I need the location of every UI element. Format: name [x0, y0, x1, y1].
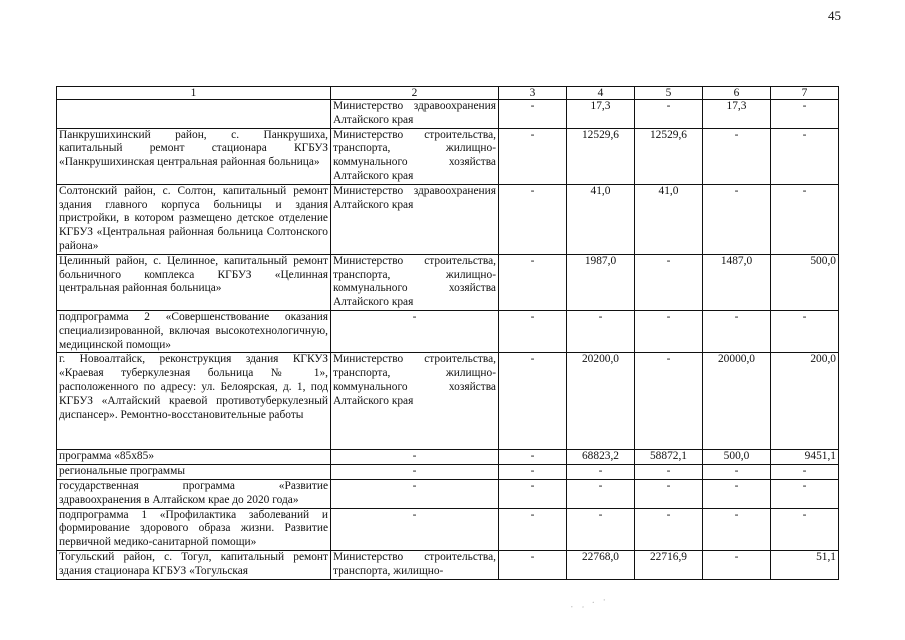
table-row: [57, 128, 839, 184]
cell-col2: Министерство здравоохранения Алтайского края: [331, 184, 499, 254]
cell-col5: -: [635, 353, 703, 450]
cell-col6: 20000,0: [703, 353, 771, 450]
cell-col2: Министерство строительства, транспорта, жилищно-: [331, 550, 499, 579]
cell-col4: -: [567, 310, 635, 352]
cell-col5: -: [635, 508, 703, 550]
cell-col3: -: [499, 508, 567, 550]
cell-col2: -: [331, 508, 499, 550]
cell-col1: [57, 100, 331, 129]
cell-col3: -: [499, 479, 567, 508]
cell-col6: -: [703, 550, 771, 579]
header-cell: 4: [567, 87, 635, 100]
cell-col1: г. Новоалтайск, реконструкция здания КГКУЗ «Краевая туберкулезная больница № 1», расположенного по адресу: ул. Белоярская, д. 1, под КГБУЗ «Алтайский краевой противотуберкулезный диспансер». Ремонтно-восстановительные работы: [57, 353, 331, 450]
cell-col5: 41,0: [635, 184, 703, 254]
table-row: [57, 310, 839, 352]
cell-col3: -: [499, 353, 567, 450]
cell-col7: 500,0: [771, 254, 839, 310]
cell-col6: -: [703, 310, 771, 352]
table-header-row: [57, 87, 839, 100]
cell-col6: 500,0: [703, 450, 771, 465]
cell-col3: -: [499, 310, 567, 352]
cell-col1: Солтонский район, с. Солтон, капитальный ремонт здания главного корпуса больницы и здания пристройки, в котором размещено детское отделение КГБУЗ «Центральная районная больница Солтонского района»: [57, 184, 331, 254]
cell-col3: -: [499, 184, 567, 254]
cell-col1: Панкрушихинский район, с. Панкрушиха, капитальный ремонт стационара КГБУЗ «Панкрушихинская центральная районная больница»: [57, 128, 331, 184]
cell-col2: -: [331, 479, 499, 508]
cell-col4: 1987,0: [567, 254, 635, 310]
table-row: [57, 508, 839, 550]
cell-col4: 22768,0: [567, 550, 635, 579]
cell-col3: -: [499, 450, 567, 465]
cell-col1: Целинный район, с. Целинное, капитальный ремонт больничного комплекса КГБУЗ «Целинная центральная районная больница»: [57, 254, 331, 310]
cell-col2: Министерство строительства, транспорта, жилищно-коммунального хозяйства Алтайского края: [331, 128, 499, 184]
cell-col2: Министерство здравоохранения Алтайского края: [331, 100, 499, 129]
cell-col6: -: [703, 465, 771, 480]
cell-col2: Министерство строительства, транспорта, жилищно-коммунального хозяйства Алтайского края: [331, 353, 499, 450]
cell-col1: подпрограмма 2 «Совершенствование оказания специализированной, включая высокотехнологичную, медицинской помощи»: [57, 310, 331, 352]
cell-col2: -: [331, 310, 499, 352]
cell-col5: 12529,6: [635, 128, 703, 184]
cell-col7: -: [771, 100, 839, 129]
budget-table: [56, 86, 839, 580]
table-row: [57, 479, 839, 508]
cell-col5: -: [635, 479, 703, 508]
cell-col4: 12529,6: [567, 128, 635, 184]
cell-col6: -: [703, 128, 771, 184]
page-number: 45: [828, 8, 841, 23]
cell-col7: 200,0: [771, 353, 839, 450]
cell-col4: 17,3: [567, 100, 635, 129]
cell-col7: -: [771, 508, 839, 550]
cell-col7: 9451,1: [771, 450, 839, 465]
table-row: [57, 353, 839, 450]
header-cell: 2: [331, 87, 499, 100]
cell-col4: -: [567, 465, 635, 480]
cell-col6: -: [703, 479, 771, 508]
table-row: [57, 450, 839, 465]
table-row: [57, 254, 839, 310]
cell-col5: -: [635, 100, 703, 129]
table-row: [57, 550, 839, 579]
cell-col7: -: [771, 184, 839, 254]
cell-col5: 58872,1: [635, 450, 703, 465]
header-cell: 6: [703, 87, 771, 100]
cell-col3: -: [499, 550, 567, 579]
cell-col5: -: [635, 254, 703, 310]
header-cell: 7: [771, 87, 839, 100]
cell-col5: -: [635, 465, 703, 480]
cell-col6: -: [703, 184, 771, 254]
header-cell: 1: [57, 87, 331, 100]
header-cell: 3: [499, 87, 567, 100]
cell-col6: 17,3: [703, 100, 771, 129]
table-row: [57, 100, 839, 129]
cell-col7: -: [771, 479, 839, 508]
table-row: [57, 465, 839, 480]
cell-col3: -: [499, 100, 567, 129]
cell-col1: региональные программы: [57, 465, 331, 480]
cell-col1: государственная программа «Развитие здравоохранения в Алтайском крае до 2020 года»: [57, 479, 331, 508]
cell-col2: -: [331, 465, 499, 480]
cell-col4: -: [567, 508, 635, 550]
cell-col7: -: [771, 310, 839, 352]
cell-col1: программа «85х85»: [57, 450, 331, 465]
header-cell: 5: [635, 87, 703, 100]
cell-col7: 51,1: [771, 550, 839, 579]
cell-col5: -: [635, 310, 703, 352]
cell-col4: 68823,2: [567, 450, 635, 465]
table-row: [57, 184, 839, 254]
cell-col1: Тогульский район, с. Тогул, капитальный ремонт здания стационара КГБУЗ «Тогульская: [57, 550, 331, 579]
cell-col4: -: [567, 479, 635, 508]
cell-col7: -: [771, 128, 839, 184]
cell-col3: -: [499, 128, 567, 184]
cell-col2: Министерство строительства, транспорта, жилищно-коммунального хозяйства Алтайского края: [331, 254, 499, 310]
cell-col3: -: [499, 254, 567, 310]
cell-col3: -: [499, 465, 567, 480]
cell-col6: 1487,0: [703, 254, 771, 310]
cell-col6: -: [703, 508, 771, 550]
cell-col5: 22716,9: [635, 550, 703, 579]
cell-col2: -: [331, 450, 499, 465]
scan-artifact: · . · ·: [569, 594, 610, 612]
cell-col7: -: [771, 465, 839, 480]
cell-col1: подпрограмма 1 «Профилактика заболеваний и формирование здорового образа жизни. Развитие первичной медико-санитарной помощи»: [57, 508, 331, 550]
cell-col4: 41,0: [567, 184, 635, 254]
cell-col4: 20200,0: [567, 353, 635, 450]
